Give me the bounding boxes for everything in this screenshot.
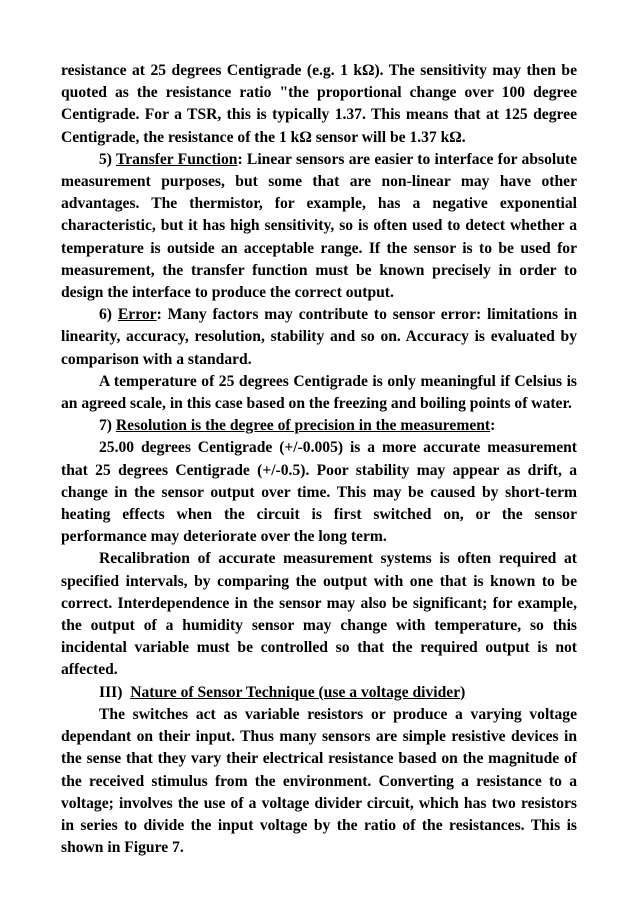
paragraph-accuracy-stability: 25.00 degrees Centigrade (+/-0.005) is a more accurate measurement that 25 degrees Centigrade (+/-0.5). Poor stability may appear as drift, a change in the sensor output over time. This may be caused by short-term heating effects when the circuit is first switched on, or the sensor performance may deteriorate over the long term. bbox=[61, 439, 577, 546]
heading-colon: : bbox=[490, 417, 496, 435]
paragraph-recalibration: Recalibration of accurate measurement systems is often required at specified intervals, by comparing the output with one that is known to be correct. Interdependence in the sensor may also be significant; for example, the output of a humidity sensor may change with temperature, so this incidental variable must be controlled so that the required output is not affected. bbox=[61, 550, 577, 679]
document-page bbox=[61, 60, 577, 859]
heading-error: Error bbox=[117, 306, 157, 324]
section-heading-nature-of-sensor bbox=[61, 682, 577, 704]
section-title: Nature of Sensor Technique (use a voltage divider) bbox=[130, 683, 466, 701]
paragraph-voltage-divider: The switches act as variable resistors or produce a varying voltage dependant on their input. Thus many sensors are simple resistive devices in the sense that they vary their electrical resistance based on the magnitude of the received stimulus from the environment. Converting a resistance to a voltage; involves the use of a voltage divider circuit, which has two resistors in series to divide the input voltage by the ratio of the resistances. This is shown in Figure 7. bbox=[61, 705, 577, 857]
paragraph-sensitivity: resistance at 25 degrees Centigrade (e.g. 1 kΩ). The sensitivity may then be quoted as the resistance ratio "the proportional change over 100 degree Centigrade. For a TSR, this is typically 1.37. This means that at 125 degree Centigrade, the resistance of the 1 kΩ sensor will be 1.37 kΩ. bbox=[61, 62, 577, 146]
item-number: 7) bbox=[99, 417, 116, 435]
paragraph-error bbox=[61, 304, 577, 371]
section-number: III) bbox=[99, 683, 131, 701]
item-number: 5) bbox=[99, 150, 116, 168]
heading-transfer-function: Transfer Function bbox=[115, 150, 238, 168]
item-number: 6) bbox=[99, 306, 118, 324]
paragraph-body: : Many factors may contribute to sensor error: limitations in linearity, accuracy, resolution, stability and so on. Accuracy is evaluated by comparison with a standard. bbox=[61, 306, 577, 368]
heading-resolution: Resolution is the degree of precision in the measurement bbox=[115, 417, 491, 435]
paragraph-celsius: A temperature of 25 degrees Centigrade is only meaningful if Celsius is an agreed scale, in this case based on the freezing and boiling points of water. bbox=[61, 372, 577, 413]
paragraph-transfer-function bbox=[61, 149, 577, 304]
paragraph-resolution bbox=[61, 415, 577, 437]
paragraph-body: : Linear sensors are easier to interface for absolute measurement purposes, but some that are non-linear may have other advantages. The thermistor, for example, has a negative exponential characteristic, but it has high sensitivity, so is often used to detect whether a temperature is outside an acceptable range. If the sensor is to be used for measurement, the transfer function must be known precisely in order to design the interface to produce the correct output. bbox=[61, 150, 577, 302]
